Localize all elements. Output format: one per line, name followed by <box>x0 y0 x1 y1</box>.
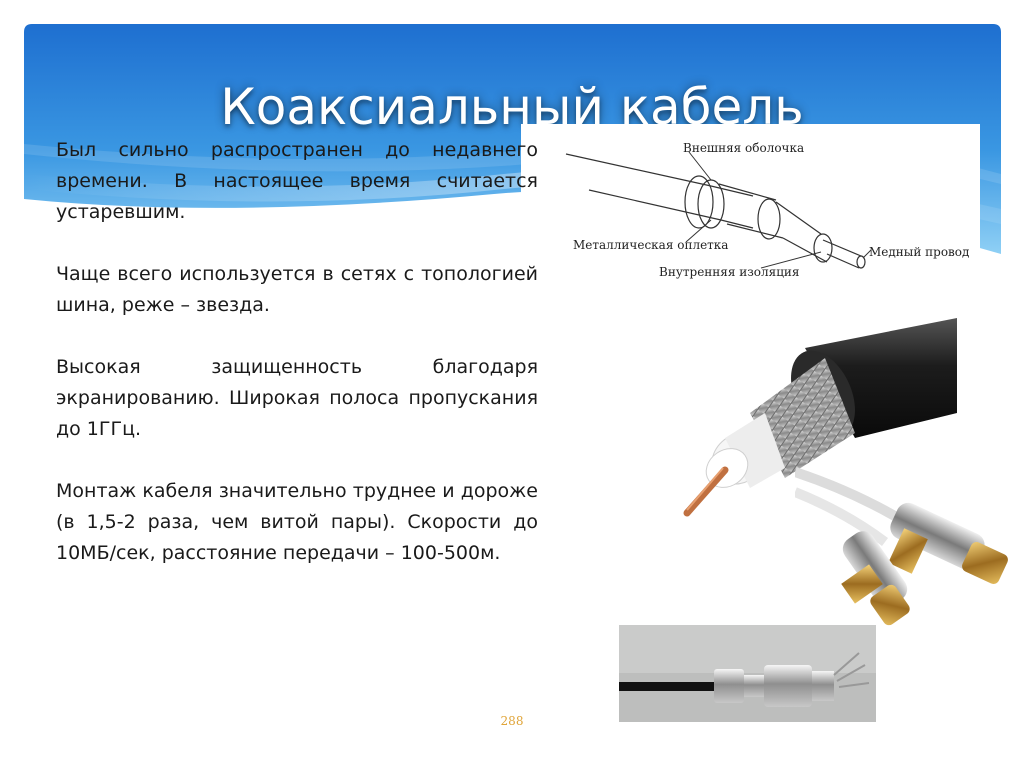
label-copper-wire: Медный провод <box>869 245 970 259</box>
page-number: 288 <box>500 714 524 728</box>
paragraph-1: Был сильно распространен до недавнего времени. В настоящее время считается устаревшим. <box>56 139 538 223</box>
label-outer-sheath: Внешняя оболочка <box>683 141 805 155</box>
slide-body <box>56 135 538 600</box>
cable-structure-diagram <box>521 124 980 292</box>
paragraph-2: Чаще всего используется в сетях с топологией шина, реже – звезда. <box>56 263 538 316</box>
slide-title: Коаксиальный кабель <box>220 78 804 136</box>
cable-connector-photo <box>619 625 876 722</box>
paragraph-3: Высокая защищенность благодаря экранированию. Широкая полоса пропускания до 1ГГц. <box>56 356 538 440</box>
label-inner-insulation: Внутренняя изоляция <box>659 265 800 279</box>
label-metal-braid: Металлическая оплетка <box>573 238 729 252</box>
paragraph-4: Монтаж кабеля значительно труднее и дороже (в 1,5-2 раза, чем витой пары). Скорости до 10МБ/сек, расстояние передачи – 100-500м. <box>56 480 538 564</box>
coax-connectors-photo <box>795 462 1017 632</box>
